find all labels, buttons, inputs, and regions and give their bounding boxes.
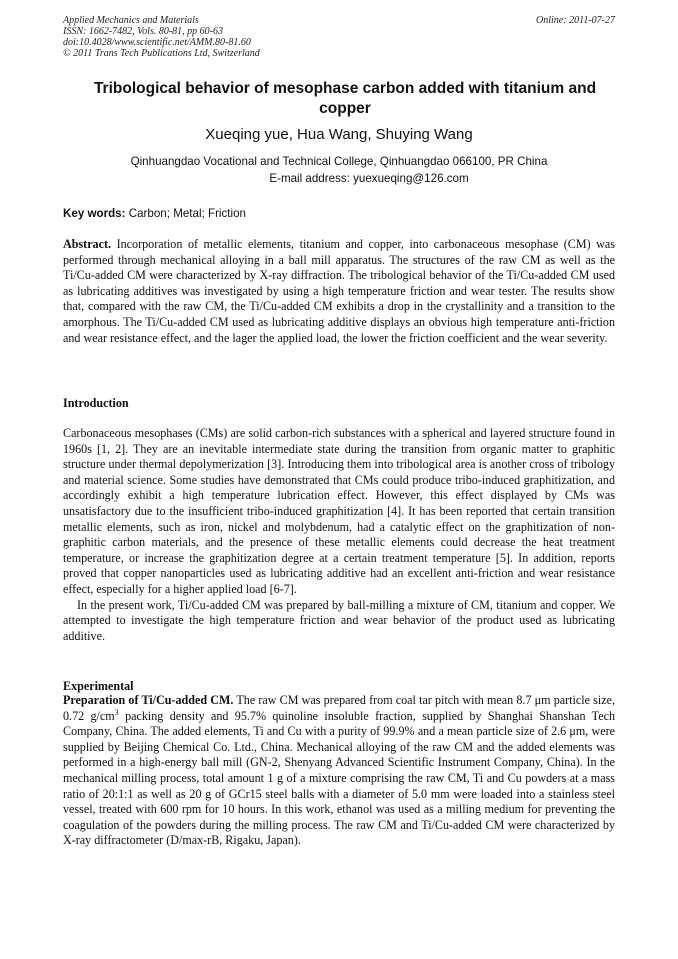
doi-line: doi:10.4028/www.scientific.net/AMM.80-81.60 (63, 37, 251, 48)
introduction-paragraph-1: Carbonaceous mesophases (CMs) are solid carbon-rich substances with a spherical and layered structure found in 1960s [1, 2]. They are an inevitable intermediate state during the transition from organic matter to graphitic structure under thermal depolymerization [3]. Introducing them into tribological area is another cross of tribology and material science. Some studies have demonstrated that CMs could produce tribo-induced graphitization, and accordingly exhibit a high temperature lubrication effect. However, this effect displayed by CMs was unsatisfactory due to the insufficient tribo-induced graphitization [4]. It has been reported that certain transition metallic elements, such as iron, nickel and molybdenum, had a catalytic effect on the graphitization of non-graphitic carbon materials, and the presence of these metallic elements could decrease the heat treatment temperature, or increase the graphitization degree at a certain treatment temperature [5]. In addition, reports proved that copper nanoparticles used as lubricating additive had an excellent anti-friction and wear resistance effect, especially for a higher applied load [6-7]. (63, 426, 615, 596)
issn-line: ISSN: 1662-7482, Vols. 80-81, pp 60-63 (63, 26, 223, 37)
experimental-text-a: The raw CM was prepared from coal tar pitch with mean 8.7 μm particle size, 0.72 g/cm (63, 693, 615, 723)
abstract-label: Abstract. (63, 237, 112, 251)
introduction-body (63, 426, 615, 644)
experimental-subheading: Preparation of Ti/Cu-added CM. (63, 693, 234, 707)
journal-name: Applied Mechanics and Materials (63, 15, 199, 26)
abstract (63, 237, 615, 346)
author-list: Xueqing yue, Hua Wang, Shuying Wang (205, 126, 473, 143)
abstract-text: Incorporation of metallic elements, titanium and copper, into carbonaceous mesophase (CM) was performed through mechanical alloying in a ball mill apparatus. The structures of the raw CM as well as the Ti/Cu-added CM were characterized by X-ray diffraction. The tribological behavior of the Ti/Cu-added CM used as lubricating additives was investigated by using a high temperature friction and wear tester. The results show that, compared with the raw CM, the Ti/Cu-added CM exhibits a drop in the crystallinity and a transition to the amorphous. The Ti/Cu-added CM used as lubricating additive displays an obvious high temperature anti-friction and wear resistance effect, and the lager the applied load, the lower the friction coefficient and the wear severity. (63, 237, 615, 345)
experimental-heading: Experimental (63, 679, 134, 693)
online-date: Online: 2011-07-27 (536, 15, 615, 26)
affiliation-block (63, 153, 615, 187)
keywords (63, 206, 615, 222)
superscript-3: 3 (114, 707, 119, 717)
paper-title: Tribological behavior of mesophase carbon added with titanium and copper (93, 80, 597, 117)
email-address: E-mail address: yuexueqing@126.com (269, 172, 469, 185)
introduction-paragraph-2: In the present work, Ti/Cu-added CM was prepared by ball-milling a mixture of CM, titanium and copper. We attempted to investigate the high temperature friction and wear behavior of the product used as lubricating additive. (63, 597, 615, 643)
copyright-line: © 2011 Trans Tech Publications Ltd, Switzerland (63, 48, 260, 59)
introduction-heading: Introduction (63, 396, 129, 410)
affiliation: Qinhuangdao Vocational and Technical College, Qinhuangdao 066100, PR China (130, 155, 548, 168)
keywords-text: Carbon; Metal; Friction (128, 207, 247, 220)
experimental-body (63, 693, 615, 849)
experimental-text-b: packing density and 95.7% quinoline insoluble fraction, supplied by Shanghai Shanshan Tech Company, China. The added elements, Ti and Cu with a purity of 99.9% and a mean particle size of 2.6 μm, were supplied by Beijing Chemical Co. Ltd., China. Mechanical alloying of the raw CM and the added elements was performed in a high-energy ball mill (GN-2, Shenyang Advanced Scientific Instrument Company, China). In the mechanical milling process, total amount 1 g of a mixture comprising the raw CM, Ti and Cu powders at a mass ratio of 20:1:1 as well as 20 g of GCr15 steel balls with a diameter of 5.0 mm were loaded into a stainless steel vessel, treated with 600 rpm for 10 hours. In this work, ethanol was used as a milling medium for preventing the coagulation of the powders during the milling process. The raw CM and Ti/Cu-added CM were characterized by X-ray diffractometer (D/max-rB, Rigaku, Japan). (63, 708, 616, 848)
journal-header (63, 15, 615, 59)
keywords-label: Key words: (63, 207, 126, 220)
